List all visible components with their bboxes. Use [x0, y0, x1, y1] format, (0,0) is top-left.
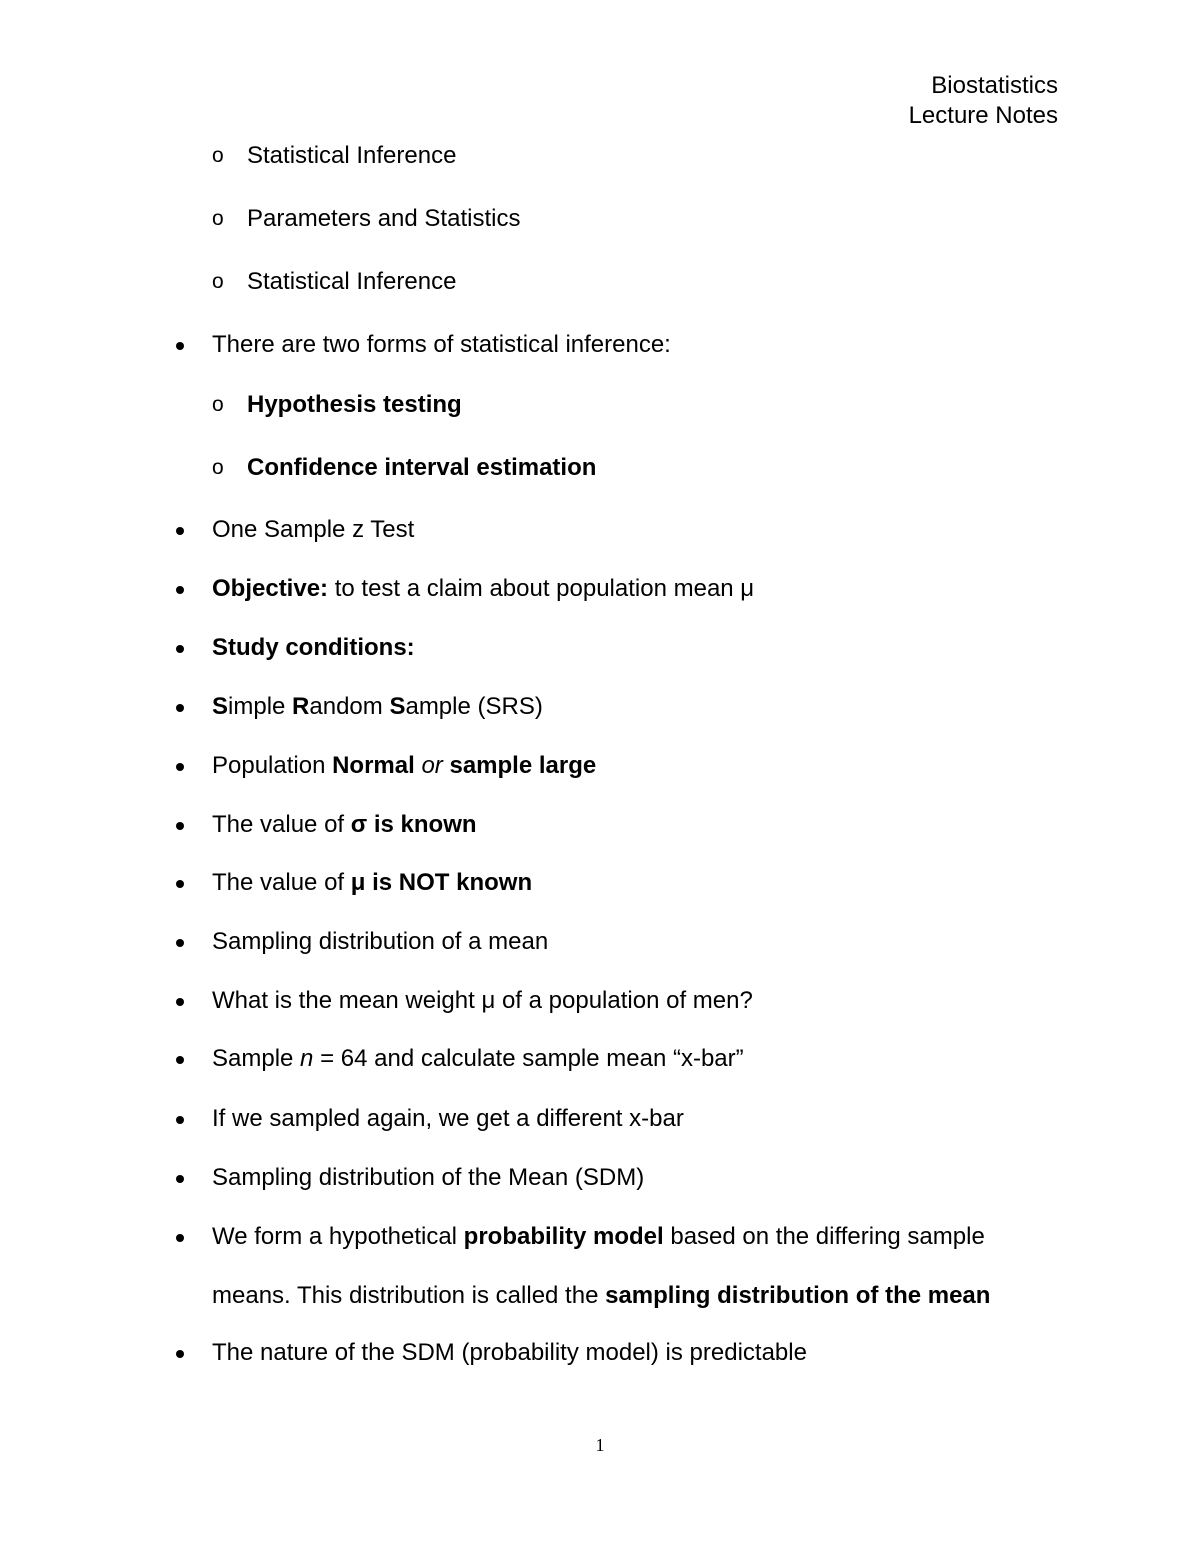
study-conditions-text: Study conditions: [212, 634, 415, 661]
page-number: 1 [595, 1435, 605, 1455]
list-item [212, 751, 596, 781]
list-item [247, 453, 596, 483]
prob-model-suffix: based on the differing sample [663, 1223, 985, 1250]
srs-imple: imple [228, 693, 293, 720]
list-item [212, 1044, 744, 1074]
population-sample-large: sample large [442, 752, 597, 779]
hypothesis-testing-text: Hypothesis testing [247, 391, 462, 418]
bullet-icon [176, 342, 184, 350]
list-item [247, 390, 462, 420]
list-item: Parameters and Statistics [247, 205, 521, 232]
list-item: Statistical Inference [247, 268, 457, 295]
bullet-icon [176, 998, 184, 1006]
list-item [212, 1222, 985, 1252]
prob-model-prefix: We form a hypothetical [212, 1223, 464, 1250]
bullet-icon [176, 1116, 184, 1124]
list-item-continuation [212, 1281, 990, 1311]
bullet-icon [176, 1056, 184, 1064]
population-prefix: Population [212, 752, 333, 779]
list-item: If we sampled again, we get a different x-bar [212, 1105, 684, 1132]
srs-andom: andom [309, 693, 390, 720]
sub-bullet-icon: o [212, 144, 224, 167]
list-item: What is the mean weight μ of a population of men? [212, 987, 753, 1014]
sigma-bold: σ is known [350, 811, 477, 838]
confidence-interval-text: Confidence interval estimation [247, 454, 597, 481]
list-item: Sampling distribution of the Mean (SDM) [212, 1164, 645, 1191]
sub-bullet-icon: o [212, 456, 224, 479]
sample-n-variable: n [300, 1045, 314, 1072]
srs-ample: ample (SRS) [405, 693, 543, 720]
bullet-icon [176, 645, 184, 653]
population-normal: Normal [332, 752, 422, 779]
prob-model-bold: probability model [463, 1223, 664, 1250]
bullet-icon [176, 527, 184, 535]
prob-model-line2-prefix: means. This distribution is called the [212, 1282, 606, 1309]
sample-n-suffix: = 64 and calculate sample mean “x-bar” [313, 1045, 744, 1072]
bullet-icon [176, 1175, 184, 1183]
prob-model-line2-bold: sampling distribution of the mean [605, 1282, 991, 1309]
bullet-icon [176, 763, 184, 771]
list-item [212, 692, 543, 722]
mu-prefix: The value of [212, 869, 351, 896]
list-item: Sampling distribution of a mean [212, 928, 549, 955]
header-subtitle: Lecture Notes [908, 102, 1058, 129]
document-header [909, 71, 1058, 131]
mu-bold: μ is NOT known [350, 869, 533, 896]
sample-n-prefix: Sample [212, 1045, 301, 1072]
list-item: There are two forms of statistical inference: [212, 331, 671, 358]
objective-text: to test a claim about population mean μ [328, 575, 755, 602]
list-item [212, 810, 477, 840]
list-item [212, 868, 532, 898]
bullet-icon [176, 880, 184, 888]
bullet-icon [176, 586, 184, 594]
sigma-prefix: The value of [212, 811, 351, 838]
objective-label: Objective: [212, 575, 329, 602]
bullet-icon [176, 704, 184, 712]
sub-bullet-icon: o [212, 270, 224, 293]
list-item [212, 633, 415, 663]
list-item: The nature of the SDM (probability model) is predictable [212, 1339, 807, 1366]
srs-s2: S [389, 693, 406, 720]
bullet-icon [176, 822, 184, 830]
srs-r: R [292, 693, 310, 720]
sub-bullet-icon: o [212, 393, 224, 416]
bullet-icon [176, 1350, 184, 1358]
list-item: One Sample z Test [212, 516, 415, 543]
bullet-icon [176, 939, 184, 947]
header-title: Biostatistics [931, 72, 1058, 99]
srs-s: S [212, 693, 229, 720]
list-item: Statistical Inference [247, 142, 457, 169]
sub-bullet-icon: o [212, 207, 224, 230]
list-item [212, 574, 754, 604]
bullet-icon [176, 1234, 184, 1242]
population-or: or [421, 752, 443, 779]
